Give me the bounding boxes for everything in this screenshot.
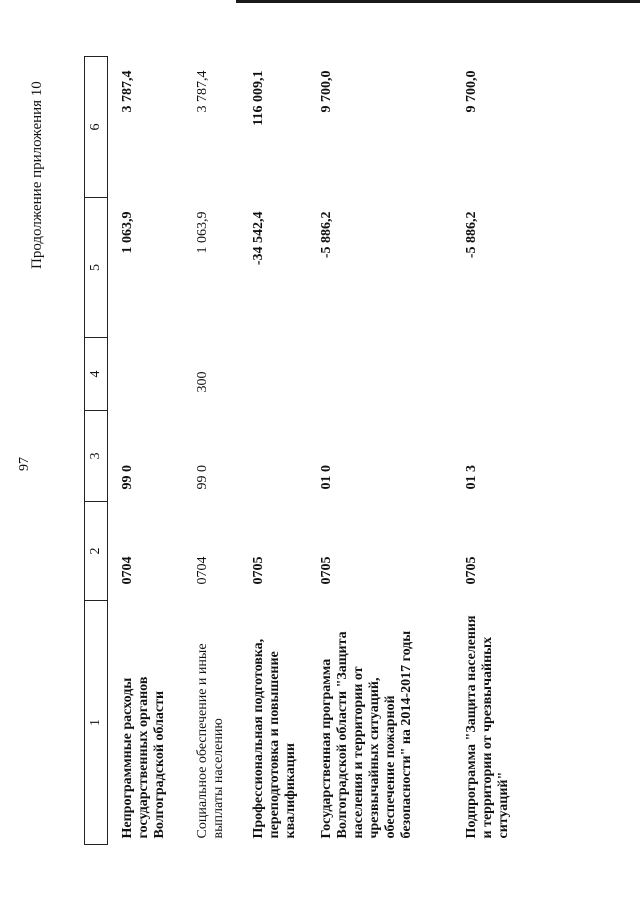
table-row bbox=[239, 57, 307, 845]
header-cell-4: 4 bbox=[85, 338, 108, 411]
row-type bbox=[452, 338, 524, 411]
row-change: 1 063,9 bbox=[120, 211, 135, 254]
row-name: Подпрограмма "Защита населения и территории от чрезвычайных ситуаций" bbox=[464, 615, 511, 839]
row-target: 99 0 bbox=[195, 465, 210, 490]
row-section: 0705 bbox=[319, 556, 334, 585]
page-number: 97 bbox=[17, 457, 32, 471]
row-change: 1 063,9 bbox=[195, 211, 210, 254]
header-cell-6: 6 bbox=[85, 57, 108, 198]
row-total: 3 787,4 bbox=[195, 70, 210, 113]
budget-table bbox=[84, 56, 524, 845]
row-section: 0704 bbox=[120, 556, 135, 585]
row-section: 0705 bbox=[251, 556, 266, 585]
row-name: Социальное обеспечение и иные выплаты населению bbox=[195, 643, 226, 839]
row-change: -5 886,2 bbox=[464, 211, 479, 259]
header-cell-2: 2 bbox=[85, 502, 108, 601]
rotated-page-content bbox=[64, 0, 640, 905]
table-row bbox=[108, 57, 184, 845]
row-type bbox=[239, 338, 307, 411]
row-type bbox=[108, 338, 184, 411]
row-target: 01 3 bbox=[464, 465, 479, 490]
header-cell-5: 5 bbox=[85, 198, 108, 338]
row-total: 116 009,1 bbox=[251, 70, 266, 126]
table-row bbox=[307, 57, 452, 845]
row-change: -34 542,4 bbox=[251, 211, 266, 266]
header-cell-1: 1 bbox=[85, 601, 108, 845]
row-total: 9 700,0 bbox=[319, 70, 334, 113]
header-cell-3: 3 bbox=[85, 411, 108, 502]
appendix-caption: Продолжение приложения 10 bbox=[29, 81, 45, 269]
row-target: 01 0 bbox=[319, 465, 334, 490]
row-name: Непрограммные расходы государственных органов Волгоградской области bbox=[120, 676, 167, 839]
table-row bbox=[183, 57, 239, 845]
row-type: 300 bbox=[195, 371, 210, 393]
row-total: 3 787,4 bbox=[120, 70, 135, 113]
row-total: 9 700,0 bbox=[464, 70, 479, 113]
row-name: Государственная программа Волгоградской области "Защита населения и территории от чрезвычайных ситуаций, обеспечение пожарной безопасности" на 2014-2017 годы bbox=[319, 630, 414, 839]
row-type bbox=[307, 338, 452, 411]
row-target bbox=[239, 411, 307, 502]
table-row bbox=[452, 57, 524, 845]
row-section: 0704 bbox=[195, 556, 210, 585]
row-section: 0705 bbox=[464, 556, 479, 585]
row-change: -5 886,2 bbox=[319, 211, 334, 259]
header-row bbox=[85, 57, 108, 845]
row-target: 99 0 bbox=[120, 465, 135, 490]
row-name: Профессиональная подготовка, переподготовка и повышение квалификации bbox=[251, 638, 298, 839]
